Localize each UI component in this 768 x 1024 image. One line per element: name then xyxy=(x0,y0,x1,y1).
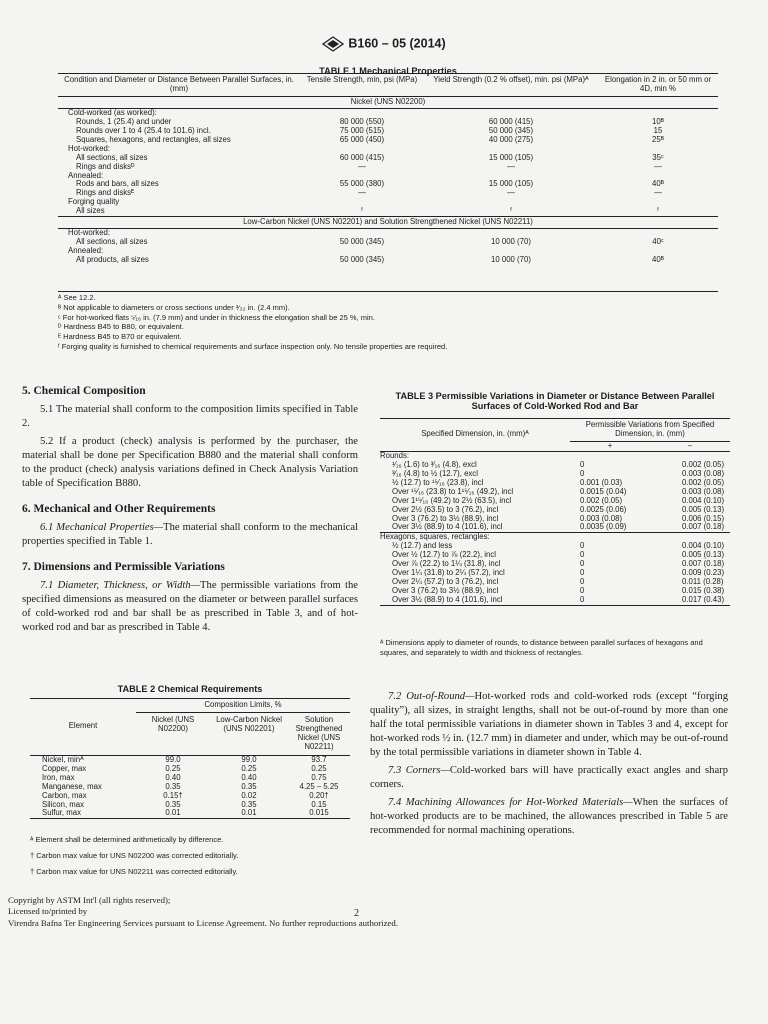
left-column xyxy=(22,385,358,635)
paragraph-7-3-text: Cold-worked bars will have practically exact angles and sharp corners. xyxy=(370,764,728,790)
table1-cell: Forging quality xyxy=(68,197,120,207)
table1-cell: 10 000 (70) xyxy=(491,255,531,265)
table3-cell: 0.005 (0.13) xyxy=(682,504,725,514)
table1-caption: TABLE 1 Mechanical Properties xyxy=(319,66,457,76)
paragraph-6-1 xyxy=(22,521,358,549)
paragraph-6-1-lead: 6.1 Mechanical Properties— xyxy=(40,521,164,533)
table-row xyxy=(58,180,718,189)
paragraph-5-1: 5.1 The material shall conform to the composition limits specified in Table 2. xyxy=(22,404,358,429)
table1-footnote: ᴰ Hardness B45 to B80, or equivalent. xyxy=(58,322,184,332)
table2-cell: 0.01 xyxy=(241,808,257,818)
table1-mechanical-properties xyxy=(58,73,718,265)
table-row xyxy=(58,198,718,207)
table3-cell: 0.0035 (0.09) xyxy=(580,522,627,532)
table3-cell: 0.017 (0.43) xyxy=(682,595,725,605)
table2-cell: 0.25 xyxy=(165,763,181,773)
table2-cell: 0.75 xyxy=(311,772,327,782)
table2-cell: 99.0 xyxy=(241,754,257,764)
table2-cell: 0.40 xyxy=(165,772,181,782)
table2-cell: 4.25 – 5.25 xyxy=(299,781,339,791)
paragraph-6-1-text: The material shall conform to the mechanical properties specified in Table 1. xyxy=(22,521,359,547)
table2-cell: Nickel, minᴬ xyxy=(42,754,84,764)
table3-cell: 0.003 (0.08) xyxy=(580,513,623,523)
table-row xyxy=(58,154,718,163)
right-column xyxy=(370,690,728,838)
paragraph-5-2: 5.2 If a product (check) analysis is performed by the purchaser, the material shall be done per Specification B880 and the material shall conform to the product (check) analysis variations defined in Check Analysis Variation table of Specification B880. xyxy=(22,435,358,489)
table3-cell: 0.002 (0.05) xyxy=(682,477,725,487)
footer-licensed: Licensed to/printed by xyxy=(8,906,88,917)
table2-cell: 0.25 xyxy=(311,763,327,773)
table1-cell: All sections, all sizes xyxy=(76,152,148,162)
footer-copyright: Copyright by ASTM Int'l (all rights reserved); xyxy=(8,895,171,905)
table1-cell: 60 000 (415) xyxy=(488,116,534,126)
table1-cell: 10ᴮ xyxy=(652,116,664,126)
table1-cell: — xyxy=(358,161,366,171)
table3-group-label: Hexagons, squares, rectangles: xyxy=(380,532,490,542)
table1-cell: ᶠ xyxy=(361,206,363,216)
table3-cell: 0.004 (0.10) xyxy=(682,495,725,505)
table3-header-minus: – xyxy=(687,440,693,450)
table3-header-variations: Permissible Variations from Specified Dimension, in. (mm) xyxy=(570,419,730,442)
table3-cell: Over 1¼ (31.8) to 2¼ (57.2), incl xyxy=(392,568,505,578)
table1-cell: — xyxy=(358,188,366,198)
table2-cell: 0.15 xyxy=(311,799,327,809)
table2-cell: Copper, max xyxy=(42,763,87,773)
table2-cell: 0.25 xyxy=(241,763,257,773)
table1-cell: 40ᴮ xyxy=(652,255,664,265)
table1-group-nickel: Nickel (UNS N02200) xyxy=(58,96,718,108)
table2-footnotes xyxy=(30,835,350,876)
table1-cell: 50 000 (345) xyxy=(488,125,534,135)
table-row xyxy=(58,229,718,238)
table3-footnote: ᴬ Dimensions apply to diameter of rounds, to distance between parallel surfaces of hexagons and squares, and separately to width and thickness of rectangles. xyxy=(380,638,703,657)
table1-cell: ᶠ xyxy=(510,206,512,216)
table1-header: Condition and Diameter or Distance Between Parallel Surfaces, in. (mm) xyxy=(58,74,300,97)
table-row xyxy=(58,207,718,216)
table2-footnote: † Carbon max value for UNS N02200 was corrected editorially. xyxy=(30,850,239,860)
table-row xyxy=(58,145,718,154)
table2-cell: 0.35 xyxy=(241,781,257,791)
table2-cell: 0.02 xyxy=(241,790,257,800)
table1-cell: Hot-worked: xyxy=(68,143,111,153)
table3-permissible-variations xyxy=(380,418,730,606)
table2-cell: 93.7 xyxy=(311,754,327,764)
table3-cell: Over ⅞ (22.2) to 1¼ (31.8), incl xyxy=(392,559,501,569)
footer-licensee: Virendra Bafna Ter Engineering Services pursuant to License Agreement. No further reproductions authorized. xyxy=(8,917,399,928)
table1-cell: Hot-worked: xyxy=(68,228,111,238)
paragraph-7-4-lead: 7.4 Machining Allowances for Hot-Worked Materials— xyxy=(388,796,633,808)
table3-cell: 0.004 (0.10) xyxy=(682,541,725,551)
table3-cell: 0.009 (0.23) xyxy=(682,568,725,578)
table1-cell: Annealed: xyxy=(68,246,104,256)
table1-cell: Rings and disksᴱ xyxy=(76,188,135,198)
table3-caption: TABLE 3 Permissible Variations in Diameter or Distance Between Parallel Surfaces of Cold-Worked Rod and Bar xyxy=(395,391,715,411)
table1-cell: Rounds over 1 to 4 (25.4 to 101.6) incl. xyxy=(76,125,211,135)
table2-header: Low-Carbon Nickel (UNS N02201) xyxy=(216,714,282,733)
table2-footnote: ᴬ Element shall be determined arithmetically by difference. xyxy=(30,835,224,844)
table1-header: Yield Strength (0.2 % offset), min. psi (MPa)ᴬ xyxy=(424,74,598,97)
table-row xyxy=(58,189,718,198)
table1-cell: Rounds, 1 (25.4) and under xyxy=(76,116,172,126)
table3-cell: Over 3 (76.2) to 3½ (88.9), incl xyxy=(392,513,499,523)
table3-cell: 0.006 (0.15) xyxy=(682,513,725,523)
table1-cell: All sizes xyxy=(76,206,105,216)
table1-cell: 50 000 (345) xyxy=(339,255,385,265)
table1-cell: All sections, all sizes xyxy=(76,237,148,247)
table3-cell: ³⁄₁₆ (4.8) to ½ (12.7), excl xyxy=(392,468,478,478)
table2-cell: 0.35 xyxy=(165,781,181,791)
table1-cell: 40ᴮ xyxy=(652,179,664,189)
table1-cell: 50 000 (345) xyxy=(339,237,385,247)
table-row xyxy=(58,247,718,256)
table1-cell: — xyxy=(507,161,515,171)
table1-footnote: ᴱ Hardness B45 to B70 or equivalent. xyxy=(58,332,182,341)
astm-logo-icon xyxy=(322,36,344,52)
table1-footnote: ᶠ Forging quality is furnished to chemical requirements and surface inspection only. No tensile properties are required. xyxy=(58,341,448,351)
table3-cell: ¹⁄₁₆ (1.6) to ³⁄₁₆ (4.8), excl xyxy=(392,459,477,469)
table1-cell: 55 000 (380) xyxy=(339,179,385,189)
paragraph-7-1-lead: 7.1 Diameter, Thickness, or Width— xyxy=(40,579,201,591)
table3-cell: Over 3½ (88.9) to 4 (101.6), incl xyxy=(392,522,503,532)
table1-cell: 35ᶜ xyxy=(652,152,664,162)
table2-cell: 0.15† xyxy=(163,790,183,800)
table3-cell: 0 xyxy=(580,568,585,578)
paragraph-7-3 xyxy=(370,764,728,792)
table3-cell: ½ (12.7) to ¹⁵⁄₁₆ (23.8), incl xyxy=(392,477,484,487)
table2-header: Nickel (UNS N02200) xyxy=(151,714,195,733)
table3-cell: 0.011 (0.28) xyxy=(682,577,724,587)
document-title: B160 – 05 (2014) xyxy=(348,36,446,51)
table1-header: Elongation in 2 in. or 50 mm or 4D, min % xyxy=(598,74,718,97)
table1-footnote: ᴬ See 12.2. xyxy=(58,293,96,302)
table1-cell: 75 000 (515) xyxy=(339,125,385,135)
table2-cell: 99.0 xyxy=(165,754,181,764)
table3-header-dimension: Specified Dimension, in. (mm)ᴬ xyxy=(421,429,529,439)
table2-cell: Sulfur, max xyxy=(42,808,81,818)
table3-group-label: Rounds: xyxy=(380,450,410,460)
table3-cell: 0 xyxy=(580,459,585,469)
table2-cell: 0.35 xyxy=(165,799,181,809)
table2-cell: Manganese, max xyxy=(42,781,102,791)
table1-cell: 25ᴮ xyxy=(652,134,664,144)
table3-cell: Over 3½ (88.9) to 4 (101.6), incl xyxy=(392,595,503,605)
table3-cell: 0.0025 (0.06) xyxy=(580,504,627,514)
table1-cell: ᶠ xyxy=(657,206,659,216)
table-row xyxy=(58,238,718,247)
table1-cell: Rings and disksᴰ xyxy=(76,161,135,171)
table1-cell: All products, all sizes xyxy=(76,255,149,265)
table3-cell: 0.002 (0.05) xyxy=(682,459,725,469)
table3-cell: 0.003 (0.08) xyxy=(682,468,725,478)
table2-chemical-requirements xyxy=(30,698,350,819)
table3-cell: 0 xyxy=(580,595,585,605)
table2-cell: 0.40 xyxy=(241,772,257,782)
table2-cell: Silicon, max xyxy=(42,799,85,809)
table1-cell: Rods and bars, all sizes xyxy=(76,179,159,189)
page-header xyxy=(0,36,768,52)
table2-cell: 0.015 xyxy=(309,808,329,818)
table3-cell: 0.007 (0.18) xyxy=(682,559,725,569)
table-row xyxy=(58,256,718,265)
table1-cell: — xyxy=(507,188,515,198)
table1-cell: — xyxy=(654,188,662,198)
table1-header: Tensile Strength, min, psi (MPa) xyxy=(300,74,424,97)
table1-group-low-carbon: Low-Carbon Nickel (UNS N02201) and Solution Strengthened Nickel (UNS N02211) xyxy=(58,217,718,229)
table1-cell: 80 000 (550) xyxy=(339,116,385,126)
table3-header-plus: + xyxy=(607,440,613,450)
table3-cell: Over ¹⁵⁄₁₆ (23.8) to 1¹⁵⁄₁₆ (49.2), incl xyxy=(392,486,514,496)
table1-footnote: ᶜ For hot-worked flats ⁵⁄₁₆ in. (7.9 mm) and under in thickness the elongation shall be 25 %, min. xyxy=(58,312,375,322)
table2-cell: 0.20† xyxy=(309,790,329,800)
table2-span-header: Composition Limits, % xyxy=(136,699,350,713)
table1-cell: 15 000 (105) xyxy=(488,152,534,162)
paragraph-7-1-text: The permissible variations from the specified dimensions as measured on the diameter or between parallel surfaces of cold-worked rod and bar shall be as prescribed in Table 3, and of hot-worked rod and bar as prescribed in Table 4. xyxy=(22,579,358,633)
table3-cell: Over 1¹⁵⁄₁₆ (49.2) to 2½ (63.5), incl xyxy=(392,495,512,505)
table3-cell: 0.005 (0.13) xyxy=(682,550,725,560)
table-row xyxy=(380,596,730,605)
table3-cell: 0.007 (0.18) xyxy=(682,522,725,532)
table2-cell: Iron, max xyxy=(42,772,75,782)
table1-cell: 65 000 (450) xyxy=(339,134,385,144)
table-row xyxy=(30,765,350,774)
section-6-title: 6. Mechanical and Other Requirements xyxy=(22,502,216,515)
table-row xyxy=(58,136,718,145)
section-5-title: 5. Chemical Composition xyxy=(22,385,146,397)
table1-cell: 15 000 (105) xyxy=(488,179,534,189)
table2-cell: Carbon, max xyxy=(42,790,87,800)
table3-cell: ½ (12.7) and less xyxy=(392,541,453,551)
table3-cell: Over ½ (12.7) to ⅞ (22.2), incl xyxy=(392,550,497,560)
table1-cell: 10 000 (70) xyxy=(491,237,531,247)
paragraph-7-3-lead: 7.3 Corners— xyxy=(388,764,450,776)
table2-footnote: † Carbon max value for UNS N02211 was corrected editorially. xyxy=(30,866,238,876)
table3-cell: 0 xyxy=(580,559,585,569)
table1-cell: Squares, hexagons, and rectangles, all sizes xyxy=(76,134,231,144)
table3-cell: 0 xyxy=(580,468,585,478)
paragraph-7-2-lead: 7.2 Out-of-Round— xyxy=(388,691,475,702)
table-row xyxy=(30,809,350,818)
table3-cell: 0 xyxy=(580,550,585,560)
table3-cell: 0.015 (0.38) xyxy=(682,586,725,596)
paragraph-7-4-text: When the surfaces of hot-worked products are to be machined, the allowances prescribed in Table 5 are recommended for normal machining operations. xyxy=(370,796,728,836)
paragraph-7-1 xyxy=(22,579,358,635)
table-row xyxy=(58,163,718,172)
table2-header: Element xyxy=(68,721,98,731)
table2-cell: 0.01 xyxy=(165,808,181,818)
table1-cell: 40 000 (275) xyxy=(488,134,534,144)
table1-cell: — xyxy=(654,161,662,171)
table3-cell: 0 xyxy=(580,577,585,587)
table1-cell: Cold-worked (as worked): xyxy=(68,107,157,117)
table3-cell: 0.001 (0.03) xyxy=(580,477,623,487)
table3-cell: 0 xyxy=(580,586,585,596)
table3-cell: Over 3 (76.2) to 3½ (88.9), incl xyxy=(392,586,499,596)
table1-cell: Annealed: xyxy=(68,170,104,180)
table1-footnote: ᴮ Not applicable to diameters or cross sections under ³⁄₃₂ in. (2.4 mm). xyxy=(58,302,290,312)
section-7-title: 7. Dimensions and Permissible Variations xyxy=(22,560,225,573)
paragraph-7-2-text: Hot-worked rods and cold-worked rods (except “forging quality”), all sizes, in straight lengths, shall not be out-of-round by more than one half the total permissible variations in diameter shown in Tables 3 and 4, except for hot-worked rods ½ in. (12.7 mm) in diameter and under, which may be out-of-round by the total permissible variations in diameter shown in Table 4. xyxy=(370,691,728,758)
table1-cell: 40ᶜ xyxy=(652,237,664,247)
table3-cell: 0 xyxy=(580,541,585,551)
table3-cell: Over 2¼ (57.2) to 3 (76.2), incl xyxy=(392,577,499,587)
table2-cell: 0.35 xyxy=(241,799,257,809)
table1-cell: 15 xyxy=(653,125,663,135)
table1-cell: 60 000 (415) xyxy=(339,152,385,162)
paragraph-7-2 xyxy=(370,690,728,760)
page-number: 2 xyxy=(354,908,359,919)
table3-cell: 0.002 (0.05) xyxy=(580,495,623,505)
paragraph-7-4 xyxy=(370,796,728,838)
table3-cell: 0.003 (0.08) xyxy=(682,486,725,496)
table2-header: Solution Strengthened Nickel (UNS N02211) xyxy=(295,714,343,751)
table3-cell: Over 2½ (63.5) to 3 (76.2), incl xyxy=(392,504,499,514)
table3-cell: 0.0015 (0.04) xyxy=(580,486,627,496)
table1-footnotes xyxy=(58,291,718,352)
table2-caption: TABLE 2 Chemical Requirements xyxy=(117,684,263,694)
